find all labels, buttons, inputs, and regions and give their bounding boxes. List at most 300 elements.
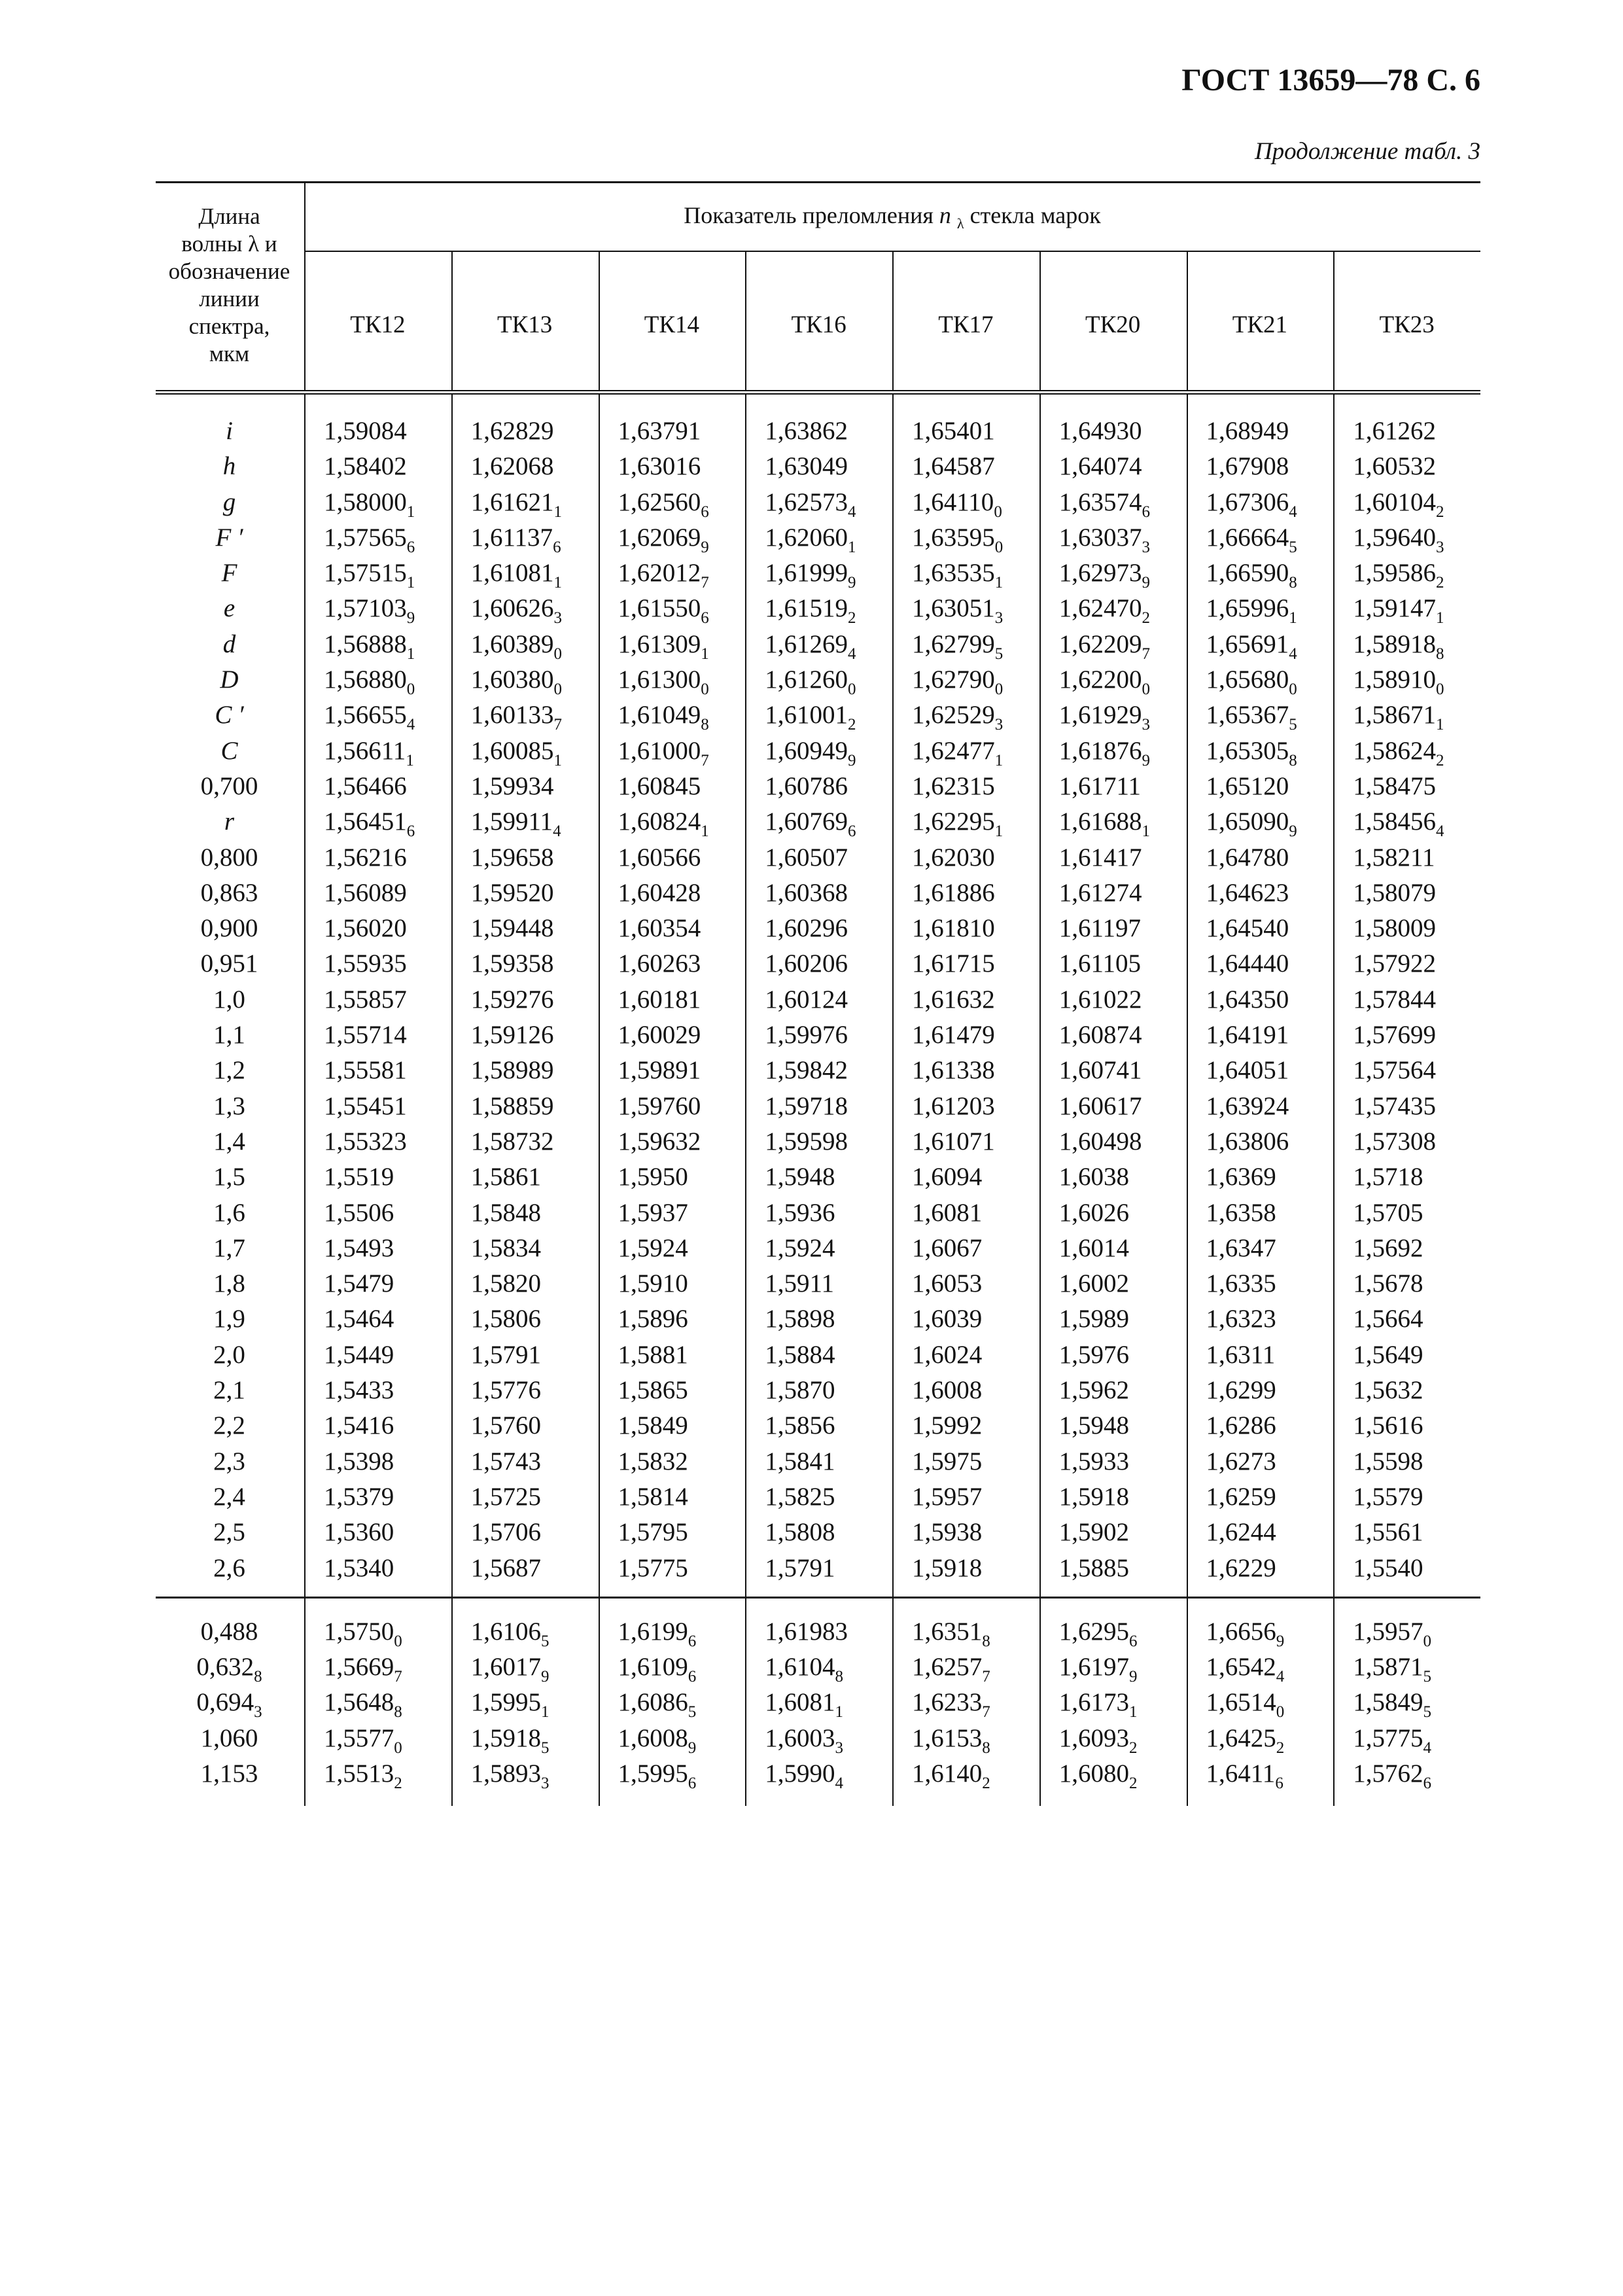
- refractive-index-cell: 1,5795: [618, 1518, 688, 1547]
- refractive-index-cell: 1,5933: [1058, 1447, 1129, 1475]
- refractive-index-cell: 1,6008: [912, 1376, 983, 1405]
- refractive-index-cell: 1,5989: [1058, 1305, 1129, 1333]
- refractive-index-cell: 1,5687: [470, 1553, 541, 1582]
- refractive-index-cell: 1,61105: [1058, 949, 1142, 978]
- refractive-index-cell: 1,5975: [912, 1447, 983, 1475]
- refractive-index-cell: $1,65367_5$: [1206, 701, 1297, 734]
- refractive-index-cell: 1,5918: [912, 1553, 983, 1582]
- refractive-index-cell: 1,5902: [1058, 1518, 1129, 1547]
- refractive-index-cell: $1,61876_9$: [1058, 736, 1150, 769]
- refractive-index-cell: 1,58732: [470, 1127, 554, 1156]
- refractive-index-cell: 1,59976: [765, 1021, 848, 1050]
- wavelength-cell: 2,6: [213, 1553, 245, 1582]
- table-row: [156, 1721, 1480, 1756]
- refractive-index-cell: $1,62973_9$: [1058, 559, 1150, 592]
- glass-column-header: ТК17: [938, 311, 994, 338]
- refractive-index-cell: 1,64350: [1206, 985, 1289, 1014]
- wavelength-cell: 1,6: [213, 1198, 245, 1227]
- refractive-index-cell: 1,6244: [1206, 1518, 1276, 1547]
- wavelength-cell: 1,0: [213, 985, 245, 1014]
- refractive-index-cell: $1,63535_1$: [912, 559, 1003, 592]
- refractive-index-table: [156, 181, 1480, 1806]
- refractive-index-group-header: Показатель преломления n $_\lambda$ стекла марок: [684, 202, 1101, 232]
- refractive-index-cell: 1,5832: [618, 1447, 688, 1475]
- refractive-index-cell: 1,5692: [1353, 1233, 1423, 1262]
- table-row: [156, 1551, 1480, 1586]
- refractive-index-cell: $1,5762_6$: [1353, 1759, 1431, 1792]
- table-row: [156, 1444, 1480, 1479]
- table-row: [156, 840, 1480, 875]
- table-row: [156, 1017, 1480, 1053]
- column-divider: [892, 394, 894, 1806]
- refractive-index-cell: $1,60380_0$: [470, 665, 562, 699]
- refractive-index-cell: $1,62209_7$: [1058, 629, 1150, 663]
- table-row: [156, 875, 1480, 911]
- table-row: [156, 1756, 1480, 1792]
- refractive-index-cell: 1,5493: [324, 1233, 394, 1262]
- refractive-index-cell: 1,5957: [912, 1482, 983, 1511]
- refractive-index-cell: 1,59598: [765, 1127, 848, 1156]
- refractive-index-cell: 1,6347: [1206, 1233, 1276, 1262]
- refractive-index-cell: 1,5791: [470, 1340, 541, 1369]
- refractive-index-cell: 1,59934: [470, 771, 554, 800]
- refractive-index-cell: 1,59084: [324, 417, 407, 445]
- table-row: [156, 556, 1480, 591]
- refractive-index-cell: 1,60845: [618, 771, 701, 800]
- table-row: [156, 1614, 1480, 1650]
- glass-column-header: ТК13: [497, 311, 553, 338]
- refractive-index-cell: 1,56020: [324, 914, 407, 943]
- refractive-index-cell: $1,61929_3$: [1058, 701, 1150, 734]
- refractive-index-cell: 1,64930: [1058, 417, 1142, 445]
- refractive-index-cell: $1,65691_4$: [1206, 629, 1297, 663]
- wavelength-cell: $0,632_8$: [196, 1653, 262, 1686]
- table-row: [156, 733, 1480, 769]
- refractive-index-cell: $1,61081_1$: [470, 559, 562, 592]
- wavelength-cell: C ′: [215, 701, 244, 730]
- refractive-index-cell: 1,5705: [1353, 1198, 1423, 1227]
- refractive-index-cell: $1,61300_0$: [618, 665, 709, 699]
- refractive-index-cell: 1,6067: [912, 1233, 983, 1262]
- refractive-index-cell: 1,5632: [1353, 1376, 1423, 1405]
- refractive-index-cell: 1,55581: [324, 1056, 407, 1085]
- column-divider: [1039, 251, 1041, 390]
- refractive-index-cell: $1,58671_1$: [1353, 701, 1444, 734]
- table-row: [156, 591, 1480, 626]
- refractive-index-cell: $1,6656_9$: [1206, 1617, 1285, 1650]
- table-row: [156, 1089, 1480, 1124]
- refractive-index-cell: 1,59126: [470, 1021, 554, 1050]
- refractive-index-cell: 1,5616: [1353, 1411, 1423, 1440]
- refractive-index-cell: 1,6259: [1206, 1482, 1276, 1511]
- refractive-index-cell: 1,60498: [1058, 1127, 1142, 1156]
- refractive-index-cell: 1,57435: [1353, 1091, 1436, 1120]
- wavelength-cell: h: [222, 452, 236, 481]
- refractive-index-cell: 1,57564: [1353, 1056, 1436, 1085]
- refractive-index-cell: 1,5924: [765, 1233, 835, 1262]
- refractive-index-cell: 1,61022: [1058, 985, 1142, 1014]
- refractive-index-cell: 1,59632: [618, 1127, 701, 1156]
- refractive-index-cell: $1,56655_4$: [324, 701, 415, 734]
- refractive-index-cell: 1,64623: [1206, 878, 1289, 907]
- refractive-index-cell: $1,62560_6$: [618, 487, 709, 521]
- refractive-index-cell: $1,58910_0$: [1353, 665, 1444, 699]
- row-spacer: [156, 1598, 1480, 1614]
- refractive-index-cell: $1,61999_9$: [765, 559, 856, 592]
- refractive-index-cell: 1,62315: [912, 771, 995, 800]
- refractive-index-cell: $1,62470_2$: [1058, 594, 1150, 627]
- refractive-index-cell: $1,5849_5$: [1353, 1688, 1431, 1722]
- column-divider: [745, 394, 746, 1806]
- refractive-index-cell: 1,6039: [912, 1305, 983, 1333]
- wavelength-cell: 0,863: [200, 878, 258, 907]
- refractive-index-cell: $1,6257_7$: [912, 1653, 990, 1686]
- refractive-index-cell: 1,60029: [618, 1021, 701, 1050]
- wavelength-cell: g: [222, 487, 236, 516]
- refractive-index-cell: $1,61049_8$: [618, 701, 709, 734]
- wavelength-cell: 2,5: [213, 1518, 245, 1547]
- refractive-index-cell: 1,59658: [470, 843, 554, 872]
- refractive-index-cell: 1,61810: [912, 914, 995, 943]
- wavelength-cell: 0,488: [200, 1617, 258, 1646]
- refractive-index-cell: $1,60389_0$: [470, 629, 562, 663]
- table-row: [156, 1650, 1480, 1685]
- refractive-index-cell: $1,61260_0$: [765, 665, 856, 699]
- table-row: [156, 1053, 1480, 1088]
- refractive-index-cell: 1,60566: [618, 843, 701, 872]
- refractive-index-cell: $1,60824_1$: [618, 807, 709, 841]
- refractive-index-cell: $1,6081_1$: [765, 1688, 843, 1722]
- refractive-index-cell: 1,5918: [1058, 1482, 1129, 1511]
- wavelength-header-line: мкм: [209, 341, 250, 366]
- refractive-index-cell: 1,5976: [1058, 1340, 1129, 1369]
- refractive-index-cell: $1,65090_9$: [1206, 807, 1297, 841]
- refractive-index-cell: 1,5885: [1058, 1553, 1129, 1582]
- refractive-index-cell: $1,6351_8$: [912, 1617, 990, 1650]
- wavelength-header-line: линии: [199, 286, 260, 311]
- refractive-index-cell: $1,65996_1$: [1206, 594, 1297, 627]
- refractive-index-cell: 1,5433: [324, 1376, 394, 1405]
- refractive-index-cell: 1,5881: [618, 1340, 688, 1369]
- refractive-index-cell: 1,67908: [1206, 452, 1289, 481]
- refractive-index-cell: 1,5561: [1353, 1518, 1423, 1547]
- refractive-index-cell: 1,61479: [912, 1021, 995, 1050]
- refractive-index-cell: 1,5870: [765, 1376, 835, 1405]
- refractive-index-cell: $1,60104_2$: [1353, 487, 1444, 521]
- refractive-index-cell: 1,5884: [765, 1340, 835, 1369]
- refractive-index-cell: 1,64780: [1206, 843, 1289, 872]
- refractive-index-cell: $1,67306_4$: [1206, 487, 1297, 521]
- refractive-index-cell: 1,56216: [324, 843, 407, 872]
- section-separator: [156, 1597, 1480, 1598]
- refractive-index-cell: 1,6273: [1206, 1447, 1276, 1475]
- refractive-index-cell: $1,62477_1$: [912, 736, 1003, 769]
- refractive-index-cell: 1,5820: [470, 1269, 541, 1298]
- refractive-index-cell: 1,5950: [618, 1163, 688, 1192]
- wavelength-cell: 1,060: [200, 1723, 258, 1752]
- wavelength-cell: 1,9: [213, 1305, 245, 1333]
- refractive-index-cell: $1,6017_9$: [470, 1653, 550, 1686]
- table-row: [156, 1337, 1480, 1373]
- refractive-index-cell: 1,61711: [1058, 771, 1142, 800]
- refractive-index-cell: $1,62573_4$: [765, 487, 856, 521]
- wavelength-header-line: волны λ и: [181, 231, 277, 256]
- refractive-index-cell: 1,5910: [618, 1269, 688, 1298]
- refractive-index-cell: 1,5340: [324, 1553, 394, 1582]
- refractive-index-cell: $1,57565_6$: [324, 523, 415, 556]
- refractive-index-cell: $1,6008_9$: [618, 1723, 697, 1757]
- refractive-index-cell: $1,63037_3$: [1058, 523, 1150, 556]
- table-row: [156, 627, 1480, 662]
- refractive-index-cell: $1,60769_6$: [765, 807, 856, 841]
- refractive-index-cell: 1,5814: [618, 1482, 688, 1511]
- wavelength-cell: r: [224, 807, 235, 836]
- refractive-index-cell: $1,62012_7$: [618, 559, 709, 592]
- refractive-index-cell: $1,57103_9$: [324, 594, 415, 627]
- refractive-index-cell: 1,60428: [618, 878, 701, 907]
- refractive-index-cell: 1,63924: [1206, 1091, 1289, 1120]
- refractive-index-cell: $1,6140_2$: [912, 1759, 990, 1792]
- table-row: [156, 414, 1480, 449]
- row-spacer: [156, 394, 1480, 414]
- refractive-index-cell: $1,62069_9$: [618, 523, 709, 556]
- refractive-index-cell: 1,5896: [618, 1305, 688, 1333]
- refractive-index-cell: $1,6086_5$: [618, 1688, 697, 1722]
- refractive-index-cell: 1,5725: [470, 1482, 541, 1511]
- column-divider: [1333, 251, 1335, 390]
- refractive-index-cell: 1,65401: [912, 417, 995, 445]
- wavelength-cell: 2,0: [213, 1340, 245, 1369]
- refractive-index-cell: 1,5791: [765, 1553, 835, 1582]
- refractive-index-cell: 1,60507: [765, 843, 848, 872]
- refractive-index-cell: 1,5924: [618, 1233, 688, 1262]
- wavelength-cell: F: [221, 559, 237, 588]
- refractive-index-cell: $1,5513_2$: [324, 1759, 402, 1792]
- refractive-index-cell: 1,58079: [1353, 878, 1436, 907]
- refractive-index-cell: $1,6514_0$: [1206, 1688, 1285, 1722]
- refractive-index-cell: 1,6311: [1206, 1340, 1276, 1369]
- refractive-index-cell: $1,59640_3$: [1353, 523, 1444, 556]
- refractive-index-cell: 1,5937: [618, 1198, 688, 1227]
- wavelength-cell: 0,951: [200, 949, 258, 978]
- refractive-index-cell: $1,6106_5$: [470, 1617, 550, 1650]
- refractive-index-cell: 1,58989: [470, 1056, 554, 1085]
- refractive-index-cell: $1,62295_1$: [912, 807, 1003, 841]
- refractive-index-cell: 1,58211: [1353, 843, 1435, 872]
- wavelength-cell: 2,3: [213, 1447, 245, 1475]
- refractive-index-cell: $1,62790_0$: [912, 665, 1003, 699]
- refractive-index-cell: 1,6229: [1206, 1553, 1276, 1582]
- refractive-index-cell: 1,64440: [1206, 949, 1289, 978]
- refractive-index-cell: 1,61262: [1353, 417, 1436, 445]
- refractive-index-cell: $1,64110_0$: [912, 487, 1002, 521]
- refractive-index-cell: $1,61000_7$: [618, 736, 709, 769]
- refractive-index-cell: $1,60949_9$: [765, 736, 856, 769]
- refractive-index-cell: 1,64587: [912, 452, 995, 481]
- refractive-index-cell: $1,5995_1$: [470, 1688, 550, 1722]
- refractive-index-cell: 1,57844: [1353, 985, 1436, 1014]
- refractive-index-cell: 1,60786: [765, 771, 848, 800]
- wavelength-cell: 0,900: [200, 914, 258, 943]
- refractive-index-cell: 1,65120: [1206, 771, 1289, 800]
- wavelength-cell: 1,153: [200, 1759, 258, 1788]
- table-row: [156, 769, 1480, 804]
- refractive-index-cell: $1,6093_2$: [1058, 1723, 1138, 1757]
- refractive-index-cell: 1,64074: [1058, 452, 1142, 481]
- refractive-index-cell: 1,55323: [324, 1127, 407, 1156]
- refractive-index-cell: 1,5865: [618, 1376, 688, 1405]
- refractive-index-cell: 1,5948: [1058, 1411, 1129, 1440]
- refractive-index-cell: $1,5990_4$: [765, 1759, 843, 1792]
- refractive-index-cell: 1,5841: [765, 1447, 835, 1475]
- refractive-index-cell: 1,5416: [324, 1411, 394, 1440]
- refractive-index-cell: $1,5669_7$: [324, 1653, 402, 1686]
- refractive-index-cell: $1,57515_1$: [324, 559, 415, 592]
- refractive-index-cell: $1,63051_3$: [912, 594, 1003, 627]
- table-row: [156, 804, 1480, 839]
- refractive-index-cell: 1,59891: [618, 1056, 701, 1085]
- refractive-index-cell: 1,6094: [912, 1163, 983, 1192]
- glass-column-header: ТК12: [350, 311, 406, 338]
- refractive-index-cell: 1,60354: [618, 914, 701, 943]
- refractive-index-cell: $1,61269_4$: [765, 629, 856, 663]
- refractive-index-cell: $1,65305_8$: [1206, 736, 1297, 769]
- glass-column-header: ТК23: [1379, 311, 1435, 338]
- refractive-index-cell: 1,5808: [765, 1518, 835, 1547]
- wavelength-cell: e: [223, 594, 236, 623]
- refractive-index-cell: $1,62060_1$: [765, 523, 856, 556]
- refractive-index-cell: $1,5577_0$: [324, 1723, 402, 1757]
- refractive-index-cell: $1,6295_6$: [1058, 1617, 1138, 1650]
- refractive-index-cell: $1,6104_8$: [765, 1653, 843, 1686]
- refractive-index-cell: $1,6199_6$: [618, 1617, 697, 1650]
- refractive-index-cell: $1,6153_8$: [912, 1723, 990, 1757]
- refractive-index-cell: 1,6026: [1058, 1198, 1129, 1227]
- wavelength-cell: 1,8: [213, 1269, 245, 1298]
- refractive-index-cell: 1,6081: [912, 1198, 983, 1227]
- refractive-index-cell: 1,63806: [1206, 1127, 1289, 1156]
- wavelength-cell: 2,1: [213, 1376, 245, 1405]
- table-row: [156, 485, 1480, 520]
- wavelength-cell: C: [220, 736, 238, 765]
- row-spacer: [156, 1792, 1480, 1806]
- wavelength-cell: 2,2: [213, 1411, 245, 1440]
- table-body: [156, 394, 1480, 1806]
- wavelength-cell: 1,5: [213, 1163, 245, 1192]
- refractive-index-cell: 1,5825: [765, 1482, 835, 1511]
- refractive-index-cell: $1,5893_3$: [470, 1759, 550, 1792]
- column-divider: [451, 394, 453, 1806]
- refractive-index-cell: 1,60206: [765, 949, 848, 978]
- refractive-index-cell: 1,64051: [1206, 1056, 1289, 1085]
- refractive-index-cell: 1,5379: [324, 1482, 394, 1511]
- column-divider: [304, 394, 305, 1806]
- refractive-index-cell: 1,55714: [324, 1021, 407, 1050]
- table-row: [156, 1685, 1480, 1720]
- refractive-index-cell: 1,59520: [470, 878, 554, 907]
- row-spacer: [156, 1586, 1480, 1597]
- table-row: [156, 698, 1480, 733]
- refractive-index-cell: 1,60124: [765, 985, 848, 1014]
- column-divider: [1187, 394, 1188, 1806]
- refractive-index-cell: 1,5678: [1353, 1269, 1423, 1298]
- refractive-index-cell: $1,5648_8$: [324, 1688, 402, 1722]
- wavelength-cell: i: [226, 417, 233, 445]
- table-row: [156, 520, 1480, 556]
- refractive-index-cell: 1,59842: [765, 1056, 848, 1085]
- refractive-index-cell: $1,59911_4$: [470, 807, 561, 841]
- refractive-index-cell: 1,63049: [765, 452, 848, 481]
- refractive-index-cell: 1,55451: [324, 1091, 407, 1120]
- refractive-index-cell: 1,6286: [1206, 1411, 1276, 1440]
- table-row: [156, 1479, 1480, 1515]
- refractive-index-cell: 1,5861: [470, 1163, 541, 1192]
- refractive-index-cell: 1,5911: [765, 1269, 835, 1298]
- refractive-index-cell: 1,63791: [618, 417, 701, 445]
- refractive-index-cell: $1,58624_2$: [1353, 736, 1444, 769]
- refractive-index-cell: 1,59718: [765, 1091, 848, 1120]
- refractive-index-cell: 1,61632: [912, 985, 995, 1014]
- column-divider: [892, 251, 894, 390]
- refractive-index-cell: 1,5760: [470, 1411, 541, 1440]
- refractive-index-cell: $1,61519_2$: [765, 594, 856, 627]
- table-row: [156, 449, 1480, 484]
- table-row: [156, 982, 1480, 1017]
- refractive-index-cell: 1,5936: [765, 1198, 835, 1227]
- refractive-index-cell: $1,5995_6$: [618, 1759, 697, 1792]
- refractive-index-cell: 1,61983: [765, 1617, 848, 1646]
- refractive-index-cell: 1,58859: [470, 1091, 554, 1120]
- column-divider: [451, 251, 453, 390]
- wavelength-cell: 0,800: [200, 843, 258, 872]
- refractive-index-cell: $1,5918_5$: [470, 1723, 550, 1757]
- refractive-index-cell: $1,62529_3$: [912, 701, 1003, 734]
- wavelength-cell: 1,3: [213, 1091, 245, 1120]
- refractive-index-cell: $1,56888_1$: [324, 629, 415, 663]
- wavelength-cell: $0,694_3$: [196, 1688, 262, 1722]
- refractive-index-cell: $1,65680_0$: [1206, 665, 1297, 699]
- refractive-index-cell: $1,6233_7$: [912, 1688, 990, 1722]
- column-divider: [599, 251, 600, 390]
- refractive-index-cell: 1,5718: [1353, 1163, 1423, 1192]
- wavelength-cell: 1,7: [213, 1233, 245, 1262]
- refractive-index-cell: 1,61203: [912, 1091, 995, 1120]
- table-row: [156, 1159, 1480, 1195]
- refractive-index-cell: $1,6109_6$: [618, 1653, 697, 1686]
- refractive-index-cell: $1,63595_0$: [912, 523, 1003, 556]
- table-row: [156, 1515, 1480, 1550]
- refractive-index-cell: 1,62030: [912, 843, 995, 872]
- wavelength-cell: D: [220, 665, 239, 694]
- table-row: [156, 1231, 1480, 1266]
- refractive-index-cell: 1,5856: [765, 1411, 835, 1440]
- refractive-index-cell: 1,5449: [324, 1340, 394, 1369]
- refractive-index-cell: 1,5398: [324, 1447, 394, 1475]
- column-divider: [599, 394, 600, 1806]
- table-row: [156, 1408, 1480, 1443]
- refractive-index-cell: $1,56451_6$: [324, 807, 415, 841]
- refractive-index-cell: 1,62068: [470, 452, 554, 481]
- refractive-index-cell: 1,5506: [324, 1198, 394, 1227]
- page-header: ГОСТ 13659—78 С. 6: [1181, 63, 1480, 97]
- refractive-index-cell: 1,5938: [912, 1518, 983, 1547]
- refractive-index-cell: $1,5775_4$: [1353, 1723, 1431, 1757]
- refractive-index-cell: $1,6542_4$: [1206, 1653, 1285, 1686]
- refractive-index-cell: $1,66590_8$: [1206, 559, 1297, 592]
- refractive-index-cell: 1,5992: [912, 1411, 983, 1440]
- table-row: [156, 1195, 1480, 1231]
- refractive-index-cell: $1,61621_1$: [470, 487, 562, 521]
